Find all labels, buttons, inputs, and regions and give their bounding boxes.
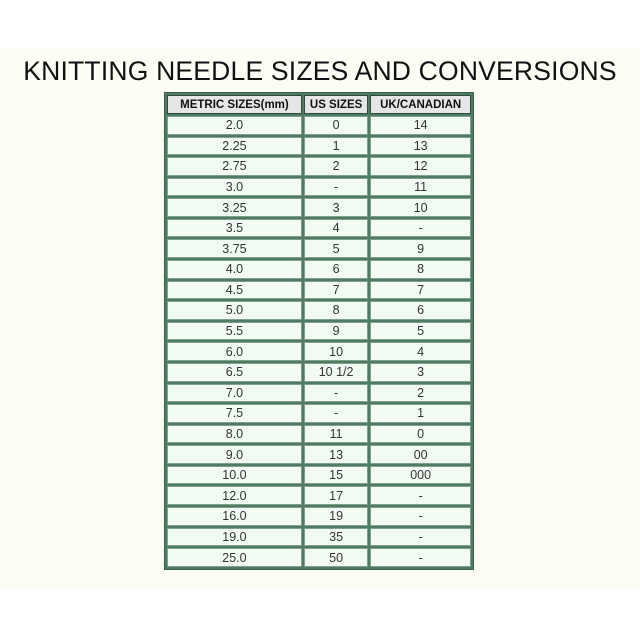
page-background [0, 48, 640, 590]
uk-size-cell: 000 [370, 466, 471, 485]
metric-size-cell: 9.0 [167, 445, 302, 464]
header-uk-canadian: UK/CANADIAN [370, 95, 471, 114]
metric-size-cell: 5.0 [167, 301, 302, 320]
table-row [167, 445, 471, 464]
metric-size-cell: 25.0 [167, 548, 302, 567]
us-size-cell: 3 [304, 198, 368, 217]
uk-size-cell: 7 [370, 281, 471, 300]
table-row [167, 137, 471, 156]
uk-size-cell: 6 [370, 301, 471, 320]
metric-size-cell: 8.0 [167, 425, 302, 444]
us-size-cell: 13 [304, 445, 368, 464]
metric-size-cell: 2.75 [167, 157, 302, 176]
us-size-cell: 4 [304, 219, 368, 238]
us-size-cell: 10 [304, 342, 368, 361]
us-size-cell: - [304, 384, 368, 403]
table-row [167, 219, 471, 238]
metric-size-cell: 12.0 [167, 486, 302, 505]
header-metric: METRIC SIZES(mm) [167, 95, 302, 114]
table-row [167, 239, 471, 258]
metric-size-cell: 5.5 [167, 322, 302, 341]
metric-size-cell: 6.5 [167, 363, 302, 382]
us-size-cell: 5 [304, 239, 368, 258]
uk-size-cell: 2 [370, 384, 471, 403]
table-row [167, 116, 471, 135]
metric-size-cell: 19.0 [167, 528, 302, 547]
us-size-cell: 10 1/2 [304, 363, 368, 382]
uk-size-cell: 12 [370, 157, 471, 176]
uk-size-cell: 11 [370, 178, 471, 197]
uk-size-cell: 4 [370, 342, 471, 361]
us-size-cell: - [304, 178, 368, 197]
uk-size-cell: 9 [370, 239, 471, 258]
metric-size-cell: 3.5 [167, 219, 302, 238]
metric-size-cell: 6.0 [167, 342, 302, 361]
uk-size-cell: 13 [370, 137, 471, 156]
metric-size-cell: 3.0 [167, 178, 302, 197]
uk-size-cell: 0 [370, 425, 471, 444]
us-size-cell: 35 [304, 528, 368, 547]
uk-size-cell: 00 [370, 445, 471, 464]
metric-size-cell: 7.0 [167, 384, 302, 403]
uk-size-cell: - [370, 486, 471, 505]
us-size-cell: 15 [304, 466, 368, 485]
uk-size-cell: - [370, 548, 471, 567]
table-row [167, 281, 471, 300]
uk-size-cell: - [370, 507, 471, 526]
us-size-cell: 17 [304, 486, 368, 505]
table-row [167, 507, 471, 526]
uk-size-cell: 10 [370, 198, 471, 217]
table-row [167, 198, 471, 217]
metric-size-cell: 4.0 [167, 260, 302, 279]
table-row [167, 322, 471, 341]
uk-size-cell: - [370, 528, 471, 547]
table-row [167, 260, 471, 279]
table-row [167, 342, 471, 361]
table-row [167, 384, 471, 403]
metric-size-cell: 16.0 [167, 507, 302, 526]
us-size-cell: 19 [304, 507, 368, 526]
table-header-row [167, 95, 471, 114]
metric-size-cell: 10.0 [167, 466, 302, 485]
header-us: US SIZES [304, 95, 368, 114]
us-size-cell: 11 [304, 425, 368, 444]
us-size-cell: 0 [304, 116, 368, 135]
metric-size-cell: 4.5 [167, 281, 302, 300]
us-size-cell: 1 [304, 137, 368, 156]
table-row [167, 486, 471, 505]
us-size-cell: 6 [304, 260, 368, 279]
uk-size-cell: 5 [370, 322, 471, 341]
metric-size-cell: 7.5 [167, 404, 302, 423]
page-title: KNITTING NEEDLE SIZES AND CONVERSIONS [23, 56, 617, 86]
table-row [167, 301, 471, 320]
uk-size-cell: 3 [370, 363, 471, 382]
us-size-cell: 8 [304, 301, 368, 320]
us-size-cell: 7 [304, 281, 368, 300]
metric-size-cell: 3.25 [167, 198, 302, 217]
table-row [167, 157, 471, 176]
uk-size-cell: 8 [370, 260, 471, 279]
us-size-cell: 9 [304, 322, 368, 341]
table-row [167, 425, 471, 444]
metric-size-cell: 3.75 [167, 239, 302, 258]
needle-size-table [165, 93, 473, 569]
us-size-cell: - [304, 404, 368, 423]
table-row [167, 363, 471, 382]
uk-size-cell: - [370, 219, 471, 238]
us-size-cell: 50 [304, 548, 368, 567]
metric-size-cell: 2.0 [167, 116, 302, 135]
table-row [167, 466, 471, 485]
us-size-cell: 2 [304, 157, 368, 176]
table-row [167, 404, 471, 423]
uk-size-cell: 1 [370, 404, 471, 423]
metric-size-cell: 2.25 [167, 137, 302, 156]
uk-size-cell: 14 [370, 116, 471, 135]
table-row [167, 528, 471, 547]
table-row [167, 548, 471, 567]
needle-size-table-frame [164, 92, 474, 570]
table-row [167, 178, 471, 197]
